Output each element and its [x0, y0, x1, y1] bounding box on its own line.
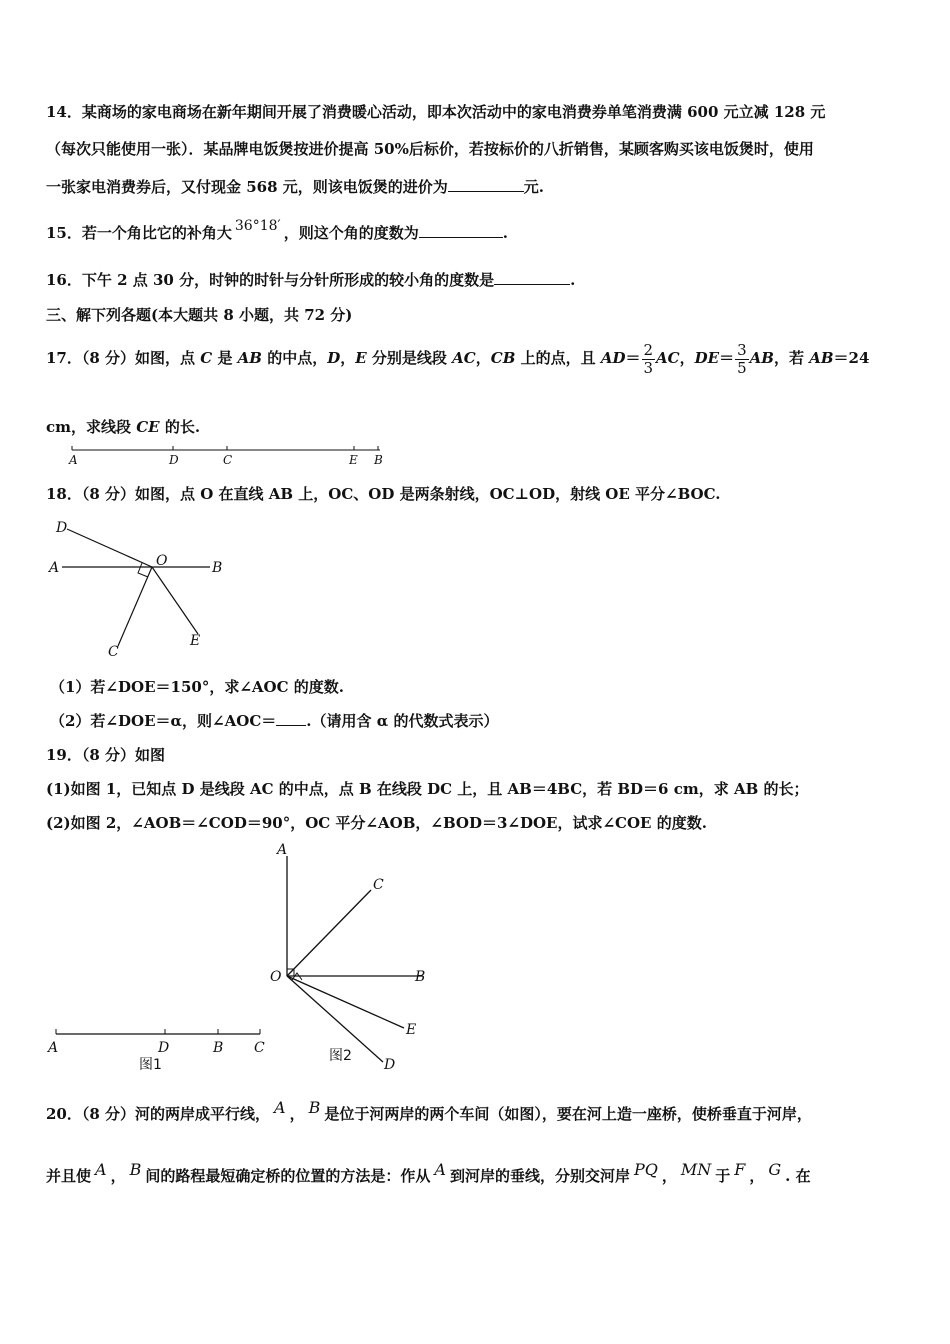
q17-point-label-a: A [69, 453, 78, 467]
q19-figure-2 [265, 840, 440, 1080]
q17-text: 的中点， [262, 349, 328, 367]
q17-var: AB [809, 349, 834, 367]
q19-figure-1 [44, 1024, 274, 1074]
q20-text: 到河岸的垂线，分别交河岸 [449, 1167, 630, 1185]
q17-text: 上的点，且 [515, 349, 601, 367]
q17-segment-figure [60, 440, 390, 470]
q17-var: D [327, 349, 341, 367]
q17-text: ＝ [625, 349, 641, 367]
q18-ray-oc [118, 567, 152, 646]
q17-fraction-denominator: 5 [737, 358, 747, 377]
q14-line2: （每次只能使用一张）．某品牌电饭煲按进价提高 50%后标价，若按标价的八折销售，某顾客购买该电饭煲时，使用 [46, 140, 814, 158]
q18-sub2-text2: .（请用含 α 的代数式表示） [306, 712, 499, 730]
q19-fig2-ray-oe [287, 976, 404, 1028]
q17-var: AB [749, 349, 774, 367]
q14-line1: 14．某商场的家电商场在新年期间开展了消费暖心活动，即本次活动中的家电消费券单笔消费满 600 元立减 128 元 [46, 103, 826, 121]
q17-fraction-2-3 [642, 342, 656, 377]
q14-line3 [46, 177, 544, 197]
q19-fig2-label-d: D [384, 1057, 396, 1073]
q18-sub1: （1）若∠DOE＝150°，求∠AOC 的度数. [50, 678, 344, 696]
q19-stem: 19．（8 分）如图 [46, 746, 166, 764]
q19-fig2-label-o: O [270, 969, 282, 985]
q20-text: 间的路程最短确定桥的位置的方法是：作从 [145, 1167, 431, 1185]
q18-ray-oe [152, 567, 198, 634]
q17-text: 是 [212, 349, 238, 367]
q17-var: E [355, 349, 367, 367]
q17-text: ， [475, 349, 491, 367]
q20-text: ， [110, 1167, 126, 1185]
q20-var: MN [680, 1160, 712, 1179]
q19-fig1-label-b: B [213, 1040, 224, 1056]
q19-fig1-label-d: D [158, 1040, 170, 1056]
q20-text: ， [289, 1105, 305, 1123]
q18-label-d: D [56, 520, 68, 536]
q15-text: 15．若一个角比它的补角大 [46, 224, 232, 242]
q20-text: ， [661, 1167, 677, 1185]
q17-point-label-d: D [169, 453, 179, 467]
q16-line [46, 270, 575, 290]
q17-text: 分别是线段 [366, 349, 453, 367]
q18-label-c: C [108, 644, 119, 660]
q20-line2 [46, 1160, 811, 1186]
q19-fig2-label-c: C [373, 877, 384, 893]
q17-text: 的长. [159, 418, 201, 436]
q20-var: PQ [633, 1160, 658, 1179]
q17-text: ＝ [719, 349, 735, 367]
q14-unit: 元. [523, 178, 544, 196]
q15-period: . [502, 224, 508, 242]
q16-text: 16．下午 2 点 30 分，时钟的时针与分针所形成的较小角的度数是 [46, 271, 495, 289]
q19-fig2-ray-oc [287, 890, 371, 976]
q17-var: C [200, 349, 213, 367]
q18-stem: 18．（8 分）如图，点 O 在直线 AB 上，OC、OD 是两条射线，OC⊥OD，射线 OE 平分∠BOC. [46, 485, 721, 503]
q19-part1: (1)如图 1，已知点 D 是线段 AC 的中点，点 B 在线段 DC 上，且 AB＝4BC，若 BD＝6 cm，求 AB 的长； [46, 780, 809, 798]
q15-angle: 36°18′ [234, 218, 281, 234]
q18-label-e: E [190, 633, 201, 649]
q20-line1 [46, 1098, 812, 1124]
q17-text: ＝24 [833, 349, 870, 367]
q16-answer-blank [494, 270, 570, 285]
q20-var: A [274, 1098, 286, 1117]
section-3-heading: 三、解下列各题(本大题共 8 小题，共 72 分) [46, 306, 353, 324]
q19-fig2-label-e: E [406, 1022, 417, 1038]
q18-label-o: O [156, 553, 168, 569]
q17-var: AB [237, 349, 262, 367]
q20-var: A [434, 1160, 446, 1179]
q17-fraction-3-5 [735, 342, 749, 377]
q17-var: AD [600, 349, 626, 367]
q17-point-label-b: B [374, 453, 383, 467]
q14-answer-blank [448, 177, 524, 192]
q15-answer-blank [419, 223, 503, 238]
q17-var: AC [656, 349, 680, 367]
q15-text2: ，则这个角的度数为 [283, 224, 419, 242]
q20-var: A [95, 1160, 107, 1179]
q19-fig1-caption: 图1 [139, 1057, 162, 1073]
q15-line [46, 218, 508, 244]
q19-fig1-label-c: C [254, 1040, 265, 1056]
q18-label-b: B [212, 560, 223, 576]
q17-text: ， [679, 349, 695, 367]
q20-text: ， [749, 1167, 765, 1185]
q18-ray-od [67, 529, 152, 567]
q20-var: F [734, 1160, 746, 1179]
q17-fraction-denominator: 3 [643, 358, 654, 377]
q18-answer-blank [276, 711, 306, 726]
q18-sub2 [50, 711, 499, 731]
q18-angle-figure [40, 512, 240, 662]
q20-text: 是位于河两岸的两个车间（如图），要在河上造一座桥，使桥垂直于河岸， [324, 1105, 812, 1123]
q17-text: cm，求线段 [46, 418, 137, 436]
q20-text: 于 [715, 1167, 731, 1185]
q17-text: 17．（8 分）如图，点 [46, 349, 201, 367]
q20-text: 20．（8 分）河的两岸成平行线， [46, 1105, 271, 1123]
q17-var: AC [452, 349, 476, 367]
q17-fraction-numerator: 2 [643, 340, 654, 359]
q19-fig2-caption: 图2 [329, 1048, 352, 1064]
q17-line2 [46, 417, 200, 437]
q14-line3-text: 一张家电消费券后，又付现金 568 元，则该电饭煲的进价为 [46, 178, 448, 196]
q16-period: . [570, 271, 576, 289]
q17-point-label-e: E [349, 453, 358, 467]
q20-var: G [768, 1160, 782, 1179]
q19-fig2-label-b: B [415, 969, 426, 985]
q17-var: CE [136, 418, 160, 436]
q18-label-a: A [49, 560, 60, 576]
q17-var: DE [694, 349, 720, 367]
q20-text: 并且使 [46, 1167, 92, 1185]
q19-fig1-label-a: A [48, 1040, 59, 1056]
q17-fraction-numerator: 3 [737, 340, 747, 359]
q17-text: ， [340, 349, 356, 367]
q17-var: CB [490, 349, 516, 367]
q18-sub2-text: （2）若∠DOE＝α，则∠AOC＝ [50, 712, 277, 730]
q20-text: . 在 [785, 1167, 811, 1185]
q20-var: B [129, 1160, 142, 1179]
q19-fig2-label-a: A [277, 842, 288, 858]
q17-point-label-c: C [223, 453, 233, 467]
q19-part2: (2)如图 2，∠AOB＝∠COD＝90°，OC 平分∠AOB，∠BOD＝3∠DOE，试求∠COE 的度数. [46, 814, 707, 832]
q20-var: B [308, 1098, 321, 1117]
q17-text: ，若 [773, 349, 810, 367]
q17-line1 [46, 338, 869, 378]
